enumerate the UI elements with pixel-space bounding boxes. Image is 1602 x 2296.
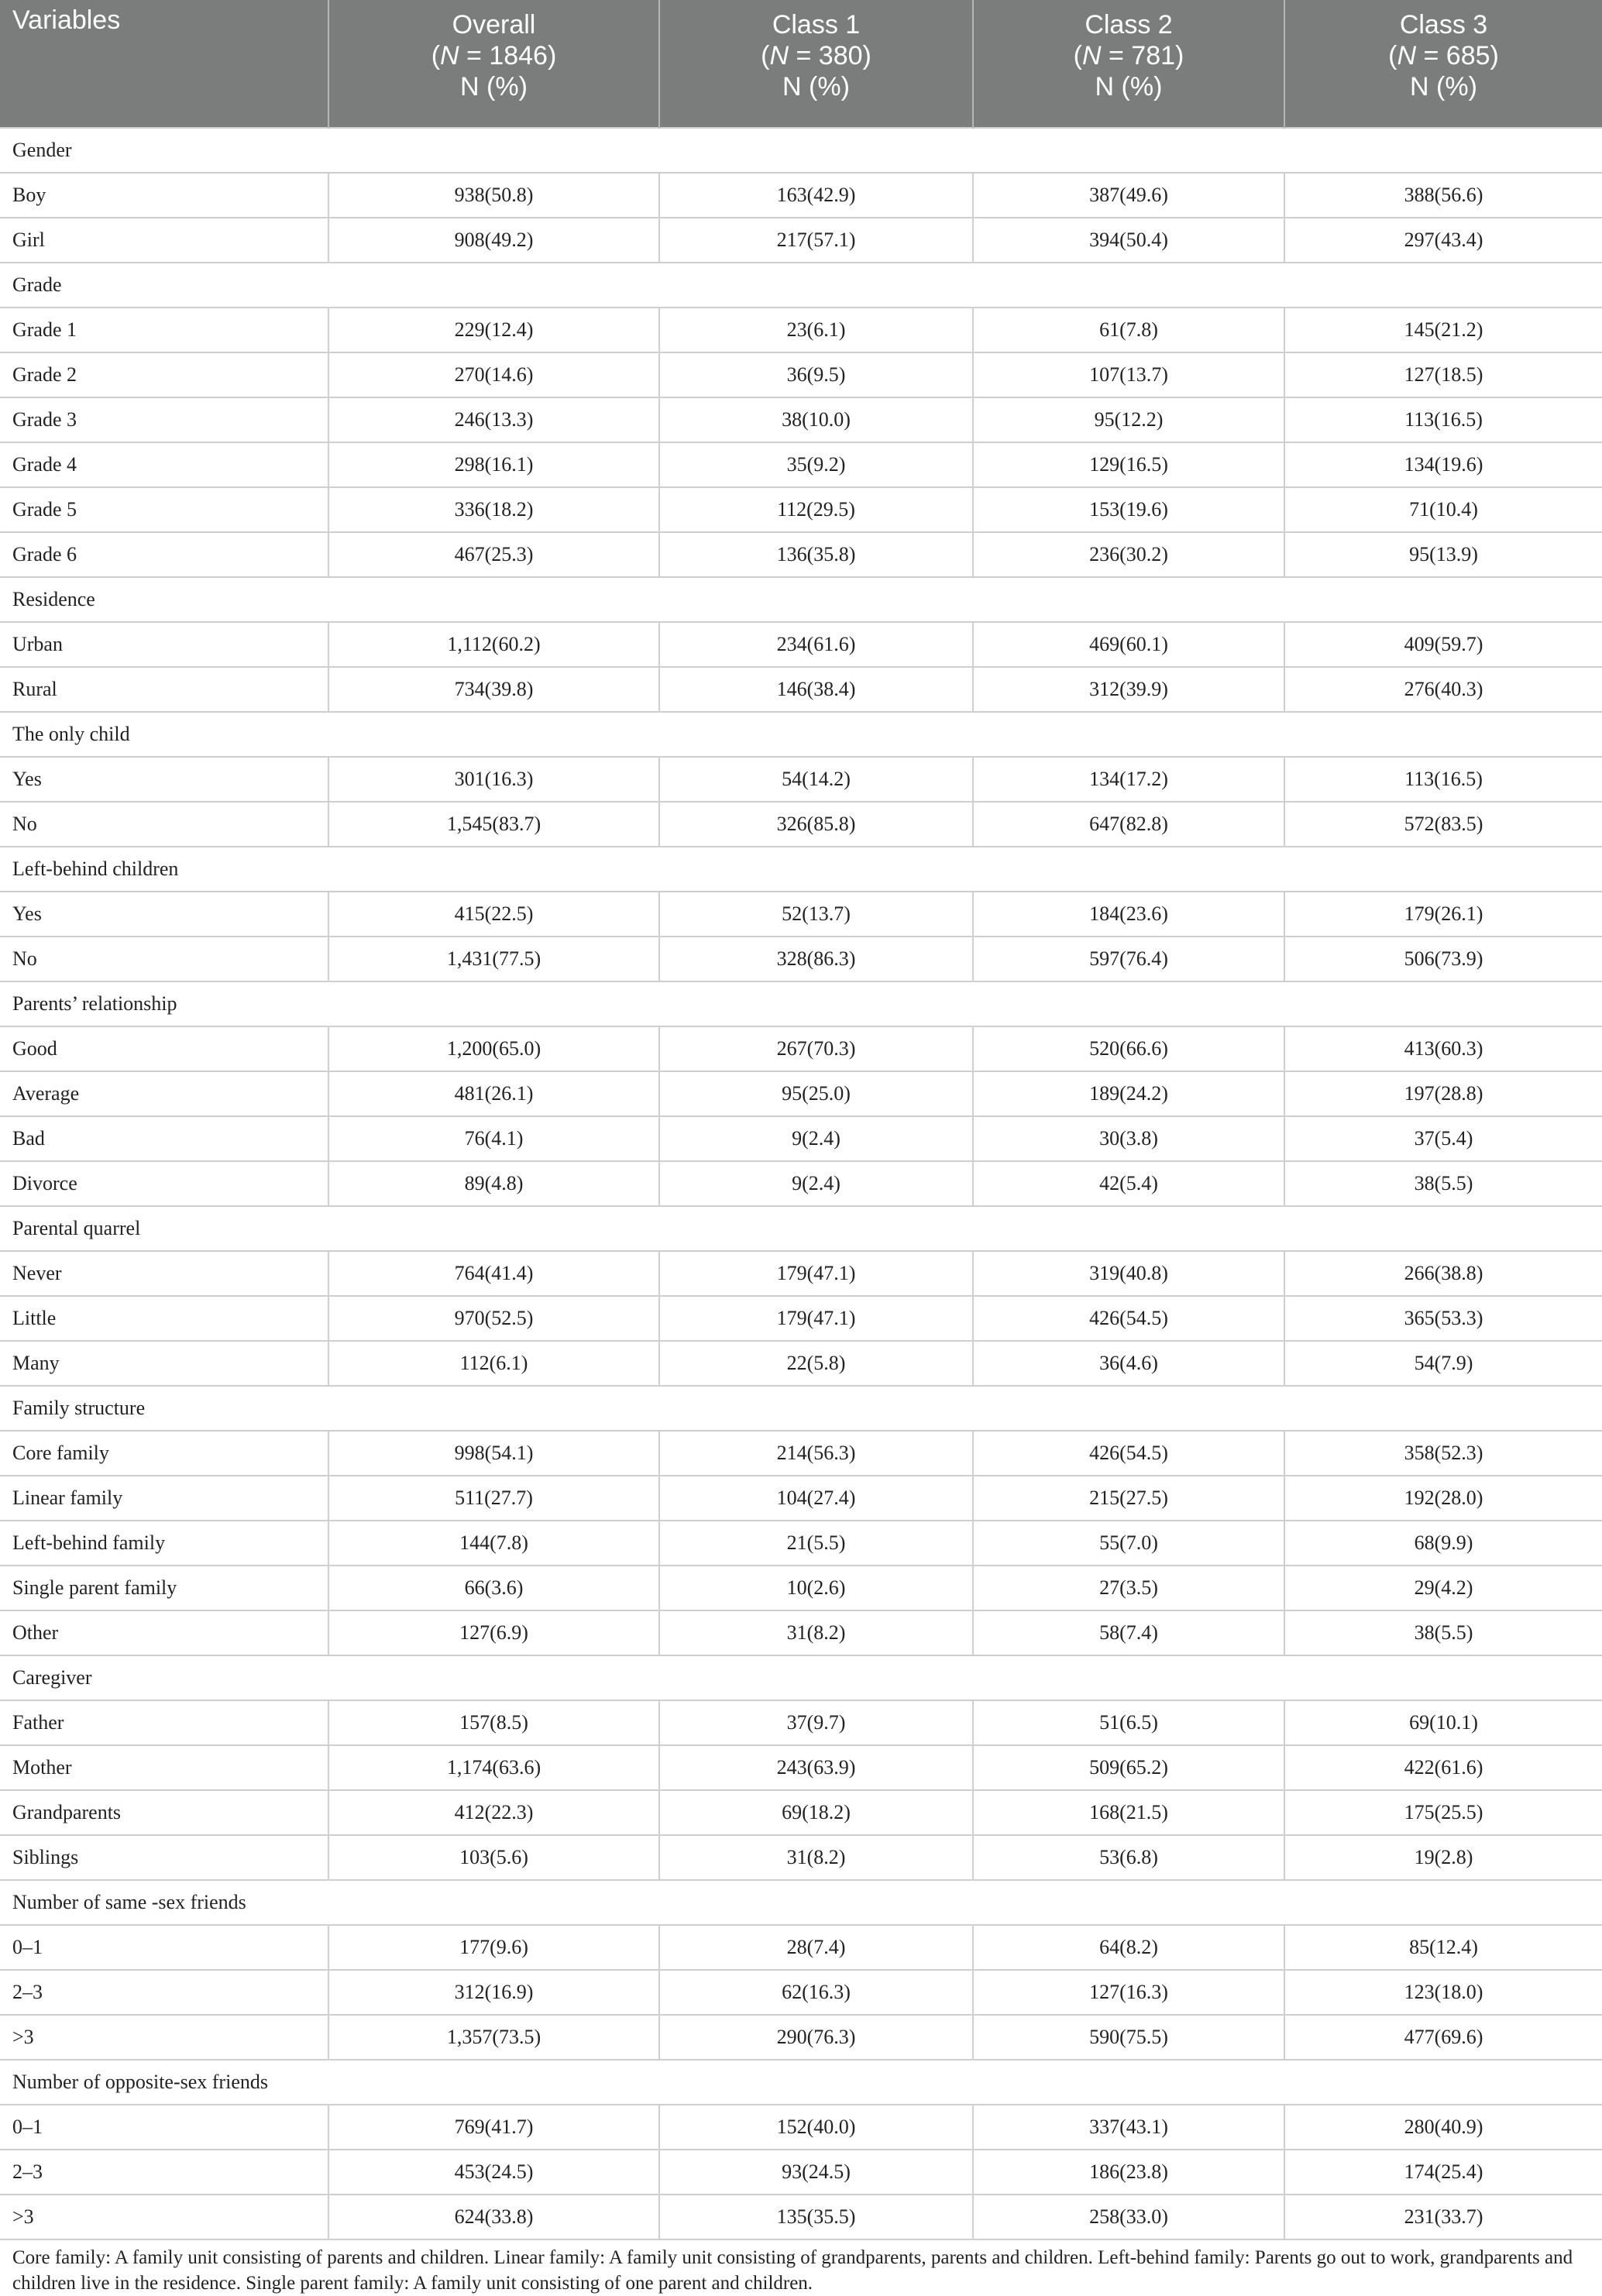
row-label: 0–1 — [0, 2105, 328, 2150]
table-cell: 55(7.0) — [973, 1521, 1284, 1566]
table-row — [0, 1341, 1602, 1386]
section-label: Number of same -sex friends — [0, 1880, 1602, 1925]
table-cell: 31(8.2) — [659, 1835, 973, 1880]
table-cell: 908(49.2) — [328, 218, 659, 263]
table-row — [0, 1700, 1602, 1745]
column-name: Class 2 — [1085, 10, 1173, 40]
table-cell: 37(9.7) — [659, 1700, 973, 1745]
row-label: Grade 6 — [0, 532, 328, 577]
column-n-value: = 781) — [1101, 41, 1184, 70]
table-cell: 192(28.0) — [1284, 1476, 1602, 1521]
table-cell: 38(5.5) — [1284, 1161, 1602, 1206]
table-row — [0, 2015, 1602, 2060]
column-n-label: N — [440, 41, 459, 70]
table-cell: 1,357(73.5) — [328, 2015, 659, 2060]
row-label: Boy — [0, 173, 328, 218]
table-row — [0, 2195, 1602, 2239]
row-label: Father — [0, 1700, 328, 1745]
table-cell: 179(26.1) — [1284, 892, 1602, 937]
section-row — [0, 1880, 1602, 1925]
table-cell: 95(25.0) — [659, 1071, 973, 1116]
table-cell: 312(16.9) — [328, 1970, 659, 2015]
table-cell: 68(9.9) — [1284, 1521, 1602, 1566]
table-row — [0, 1251, 1602, 1296]
table-cell: 134(19.6) — [1284, 442, 1602, 487]
table-cell: 298(16.1) — [328, 442, 659, 487]
table-cell: 22(5.8) — [659, 1341, 973, 1386]
row-label: Little — [0, 1296, 328, 1341]
section-label: Number of opposite-sex friends — [0, 2060, 1602, 2105]
table-row — [0, 1161, 1602, 1206]
table-cell: 123(18.0) — [1284, 1970, 1602, 2015]
table-cell: 163(42.9) — [659, 173, 973, 218]
table-row — [0, 757, 1602, 802]
row-label: Never — [0, 1251, 328, 1296]
table-cell: 998(54.1) — [328, 1431, 659, 1476]
table-cell: 647(82.8) — [973, 802, 1284, 847]
table-cell: 938(50.8) — [328, 173, 659, 218]
section-row — [0, 2060, 1602, 2105]
table-header — [0, 0, 1602, 128]
row-label: Core family — [0, 1431, 328, 1476]
table-cell: 95(12.2) — [973, 397, 1284, 442]
header-class-2 — [973, 0, 1284, 128]
table-cell: 415(22.5) — [328, 892, 659, 937]
table-cell: 412(22.3) — [328, 1790, 659, 1835]
table-row — [0, 1925, 1602, 1970]
table-row — [0, 173, 1602, 218]
section-label: Parental quarrel — [0, 1206, 1602, 1251]
section-row — [0, 847, 1602, 892]
section-row — [0, 128, 1602, 173]
section-row — [0, 577, 1602, 622]
column-n-value: = 685) — [1416, 41, 1499, 70]
row-label: >3 — [0, 2015, 328, 2060]
row-label: Girl — [0, 218, 328, 263]
header-row — [0, 0, 1602, 128]
table-cell: 36(4.6) — [973, 1341, 1284, 1386]
table-cell: 1,431(77.5) — [328, 937, 659, 981]
table-cell: 127(6.9) — [328, 1610, 659, 1655]
table-cell: 1,174(63.6) — [328, 1745, 659, 1790]
table-cell: 175(25.5) — [1284, 1790, 1602, 1835]
column-n-label: N — [769, 41, 789, 70]
table-cell: 179(47.1) — [659, 1296, 973, 1341]
table-cell: 422(61.6) — [1284, 1745, 1602, 1790]
table-cell: 113(16.5) — [1284, 757, 1602, 802]
table-row — [0, 1071, 1602, 1116]
table-row — [0, 667, 1602, 712]
column-n: (N = 781) — [1073, 41, 1184, 70]
table-body — [0, 128, 1602, 2239]
row-label: Grade 1 — [0, 308, 328, 352]
table-cell: 52(13.7) — [659, 892, 973, 937]
table-cell: 107(13.7) — [973, 352, 1284, 397]
table-row — [0, 1745, 1602, 1790]
table-cell: 54(14.2) — [659, 757, 973, 802]
table-row — [0, 308, 1602, 352]
table-cell: 506(73.9) — [1284, 937, 1602, 981]
table-footnote: Core family: A family unit consisting of parents and children. Linear family: A family unit consisting of grandparents, parents and children. Left-behind family: Parents go out to work, grandparents and children live in the residence. Single parent family: A family unit consisting of one parent and children. — [12, 2247, 1573, 2294]
section-row — [0, 263, 1602, 308]
table-row — [0, 2105, 1602, 2150]
table-row — [0, 218, 1602, 263]
table-row — [0, 1431, 1602, 1476]
table-cell: 764(41.4) — [328, 1251, 659, 1296]
table-cell: 127(16.3) — [973, 1970, 1284, 2015]
row-label: Urban — [0, 622, 328, 667]
table-row — [0, 802, 1602, 847]
table-cell: 61(7.8) — [973, 308, 1284, 352]
row-label: Mother — [0, 1745, 328, 1790]
table-row — [0, 1610, 1602, 1655]
header-class-1 — [659, 0, 973, 128]
column-n: (N = 685) — [1388, 41, 1499, 70]
table-cell: 358(52.3) — [1284, 1431, 1602, 1476]
table-cell: 214(56.3) — [659, 1431, 973, 1476]
table-cell: 134(17.2) — [973, 757, 1284, 802]
section-label: Caregiver — [0, 1655, 1602, 1700]
table-cell: 42(5.4) — [973, 1161, 1284, 1206]
row-label: Other — [0, 1610, 328, 1655]
table-cell: 95(13.9) — [1284, 532, 1602, 577]
section-row — [0, 712, 1602, 757]
table-cell: 413(60.3) — [1284, 1026, 1602, 1071]
table-cell: 511(27.7) — [328, 1476, 659, 1521]
table-cell: 280(40.9) — [1284, 2105, 1602, 2150]
table-cell: 64(8.2) — [973, 1925, 1284, 1970]
header-variables — [0, 0, 328, 128]
row-label: Grade 3 — [0, 397, 328, 442]
table-cell: 38(5.5) — [1284, 1610, 1602, 1655]
table-cell: 319(40.8) — [973, 1251, 1284, 1296]
table-cell: 184(23.6) — [973, 892, 1284, 937]
table-cell: 1,545(83.7) — [328, 802, 659, 847]
table-cell: 301(16.3) — [328, 757, 659, 802]
table-cell: 58(7.4) — [973, 1610, 1284, 1655]
section-label: Family structure — [0, 1386, 1602, 1431]
table-cell: 129(16.5) — [973, 442, 1284, 487]
table-cell: 177(9.6) — [328, 1925, 659, 1970]
row-label: No — [0, 802, 328, 847]
section-row — [0, 1206, 1602, 1251]
row-label: Grade 2 — [0, 352, 328, 397]
table-cell: 453(24.5) — [328, 2150, 659, 2195]
table-cell: 69(18.2) — [659, 1790, 973, 1835]
column-n-value: = 1846) — [459, 41, 557, 70]
table-cell: 179(47.1) — [659, 1251, 973, 1296]
table-cell: 258(33.0) — [973, 2195, 1284, 2239]
column-name: Class 3 — [1399, 10, 1488, 40]
row-label: Bad — [0, 1116, 328, 1161]
table-cell: 769(41.7) — [328, 2105, 659, 2150]
row-label: Grade 5 — [0, 487, 328, 532]
table-cell: 217(57.1) — [659, 218, 973, 263]
table-cell: 28(7.4) — [659, 1925, 973, 1970]
row-label: Rural — [0, 667, 328, 712]
row-label: 2–3 — [0, 1970, 328, 2015]
section-label: Grade — [0, 263, 1602, 308]
row-label: Single parent family — [0, 1566, 328, 1610]
row-label: Linear family — [0, 1476, 328, 1521]
table-cell: 469(60.1) — [973, 622, 1284, 667]
table-cell: 246(13.3) — [328, 397, 659, 442]
table-cell: 231(33.7) — [1284, 2195, 1602, 2239]
table-row — [0, 352, 1602, 397]
table-cell: 21(5.5) — [659, 1521, 973, 1566]
table-cell: 53(6.8) — [973, 1835, 1284, 1880]
table-cell: 267(70.3) — [659, 1026, 973, 1071]
column-unit: N (%) — [782, 72, 850, 101]
section-row — [0, 1386, 1602, 1431]
section-label: Parents’ relationship — [0, 981, 1602, 1026]
table-row — [0, 1790, 1602, 1835]
table-row — [0, 487, 1602, 532]
column-name: Overall — [452, 10, 536, 40]
table-row — [0, 892, 1602, 937]
table-row — [0, 1970, 1602, 2015]
table-cell: 337(43.1) — [973, 2105, 1284, 2150]
table-cell: 89(4.8) — [328, 1161, 659, 1206]
table-cell: 597(76.4) — [973, 937, 1284, 981]
table-cell: 590(75.5) — [973, 2015, 1284, 2060]
table-row — [0, 1116, 1602, 1161]
table-cell: 104(27.4) — [659, 1476, 973, 1521]
column-unit: N (%) — [1095, 72, 1163, 101]
column-unit: N (%) — [460, 72, 528, 101]
table-cell: 266(38.8) — [1284, 1251, 1602, 1296]
row-label: 0–1 — [0, 1925, 328, 1970]
table-cell: 66(3.6) — [328, 1566, 659, 1610]
table-row — [0, 1026, 1602, 1071]
table-cell: 426(54.5) — [973, 1431, 1284, 1476]
table-cell: 10(2.6) — [659, 1566, 973, 1610]
row-label: 2–3 — [0, 2150, 328, 2195]
row-label: Grandparents — [0, 1790, 328, 1835]
table-cell: 113(16.5) — [1284, 397, 1602, 442]
table-cell: 51(6.5) — [973, 1700, 1284, 1745]
table-row — [0, 937, 1602, 981]
table-cell: 36(9.5) — [659, 352, 973, 397]
row-label: Many — [0, 1341, 328, 1386]
table-cell: 409(59.7) — [1284, 622, 1602, 667]
table-cell: 112(29.5) — [659, 487, 973, 532]
section-label: Left-behind children — [0, 847, 1602, 892]
section-label: Gender — [0, 128, 1602, 173]
table-cell: 1,200(65.0) — [328, 1026, 659, 1071]
table-cell: 624(33.8) — [328, 2195, 659, 2239]
table-cell: 229(12.4) — [328, 308, 659, 352]
table-cell: 270(14.6) — [328, 352, 659, 397]
table-cell: 243(63.9) — [659, 1745, 973, 1790]
section-label: Residence — [0, 577, 1602, 622]
row-label: Yes — [0, 892, 328, 937]
table-cell: 9(2.4) — [659, 1161, 973, 1206]
table-cell: 31(8.2) — [659, 1610, 973, 1655]
table-cell: 37(5.4) — [1284, 1116, 1602, 1161]
table-cell: 394(50.4) — [973, 218, 1284, 263]
table-cell: 152(40.0) — [659, 2105, 973, 2150]
column-unit: N (%) — [1410, 72, 1477, 101]
table-cell: 144(7.8) — [328, 1521, 659, 1566]
row-label: Divorce — [0, 1161, 328, 1206]
table-cell: 38(10.0) — [659, 397, 973, 442]
table-row — [0, 1835, 1602, 1880]
table-cell: 189(24.2) — [973, 1071, 1284, 1116]
table-row — [0, 1521, 1602, 1566]
table-row — [0, 1566, 1602, 1610]
table-row — [0, 1476, 1602, 1521]
row-label: No — [0, 937, 328, 981]
table-cell: 290(76.3) — [659, 2015, 973, 2060]
table-cell: 336(18.2) — [328, 487, 659, 532]
table-row — [0, 397, 1602, 442]
table-cell: 76(4.1) — [328, 1116, 659, 1161]
table-cell: 467(25.3) — [328, 532, 659, 577]
row-label: Yes — [0, 757, 328, 802]
section-label: The only child — [0, 712, 1602, 757]
row-label: Siblings — [0, 1835, 328, 1880]
table-cell: 734(39.8) — [328, 667, 659, 712]
table-cell: 85(12.4) — [1284, 1925, 1602, 1970]
column-n-label: N — [1081, 41, 1102, 70]
table-cell: 27(3.5) — [973, 1566, 1284, 1610]
table-cell: 71(10.4) — [1284, 487, 1602, 532]
table-cell: 54(7.9) — [1284, 1341, 1602, 1386]
table-cell: 365(53.3) — [1284, 1296, 1602, 1341]
table-cell: 186(23.8) — [973, 2150, 1284, 2195]
table-cell: 112(6.1) — [328, 1341, 659, 1386]
table-row — [0, 1296, 1602, 1341]
table-cell: 168(21.5) — [973, 1790, 1284, 1835]
table-cell: 127(18.5) — [1284, 352, 1602, 397]
table-cell: 328(86.3) — [659, 937, 973, 981]
table-cell: 215(27.5) — [973, 1476, 1284, 1521]
table-cell: 145(21.2) — [1284, 308, 1602, 352]
table-cell: 970(52.5) — [328, 1296, 659, 1341]
table-cell: 136(35.8) — [659, 532, 973, 577]
table-cell: 157(8.5) — [328, 1700, 659, 1745]
row-label: >3 — [0, 2195, 328, 2239]
table-cell: 19(2.8) — [1284, 1835, 1602, 1880]
table-cell: 297(43.4) — [1284, 218, 1602, 263]
column-n: (N = 1846) — [431, 41, 557, 70]
column-n-label: N — [1397, 41, 1417, 70]
table-cell: 388(56.6) — [1284, 173, 1602, 218]
row-label: Grade 4 — [0, 442, 328, 487]
row-label: Average — [0, 1071, 328, 1116]
table-cell: 1,112(60.2) — [328, 622, 659, 667]
column-n: (N = 380) — [761, 41, 871, 70]
table-cell: 426(54.5) — [973, 1296, 1284, 1341]
table-cell: 520(66.6) — [973, 1026, 1284, 1071]
header-overall — [328, 0, 659, 128]
table-cell: 481(26.1) — [328, 1071, 659, 1116]
table-cell: 509(65.2) — [973, 1745, 1284, 1790]
table-cell: 326(85.8) — [659, 802, 973, 847]
table-cell: 387(49.6) — [973, 173, 1284, 218]
table-cell: 30(3.8) — [973, 1116, 1284, 1161]
header-variables-label: Variables — [12, 5, 121, 35]
table-cell: 276(40.3) — [1284, 667, 1602, 712]
table-cell: 23(6.1) — [659, 308, 973, 352]
section-row — [0, 1655, 1602, 1700]
table-cell: 93(24.5) — [659, 2150, 973, 2195]
table-cell: 146(38.4) — [659, 667, 973, 712]
table-cell: 234(61.6) — [659, 622, 973, 667]
table-cell: 29(4.2) — [1284, 1566, 1602, 1610]
table-row — [0, 2150, 1602, 2195]
column-name: Class 1 — [772, 10, 861, 40]
table-cell: 135(35.5) — [659, 2195, 973, 2239]
table-cell: 153(19.6) — [973, 487, 1284, 532]
table-cell: 197(28.8) — [1284, 1071, 1602, 1116]
table-row — [0, 442, 1602, 487]
table-cell: 69(10.1) — [1284, 1700, 1602, 1745]
column-n-value: = 380) — [789, 41, 871, 70]
row-label: Left-behind family — [0, 1521, 328, 1566]
table-cell: 572(83.5) — [1284, 802, 1602, 847]
section-row — [0, 981, 1602, 1026]
table-cell: 477(69.6) — [1284, 2015, 1602, 2060]
table-cell: 35(9.2) — [659, 442, 973, 487]
header-class-3 — [1284, 0, 1602, 128]
table-row — [0, 532, 1602, 577]
table-row — [0, 622, 1602, 667]
row-label: Good — [0, 1026, 328, 1071]
table-cell: 236(30.2) — [973, 532, 1284, 577]
table-cell: 62(16.3) — [659, 1970, 973, 2015]
table-cell: 9(2.4) — [659, 1116, 973, 1161]
table-cell: 103(5.6) — [328, 1835, 659, 1880]
table-cell: 174(25.4) — [1284, 2150, 1602, 2195]
table-cell: 312(39.9) — [973, 667, 1284, 712]
